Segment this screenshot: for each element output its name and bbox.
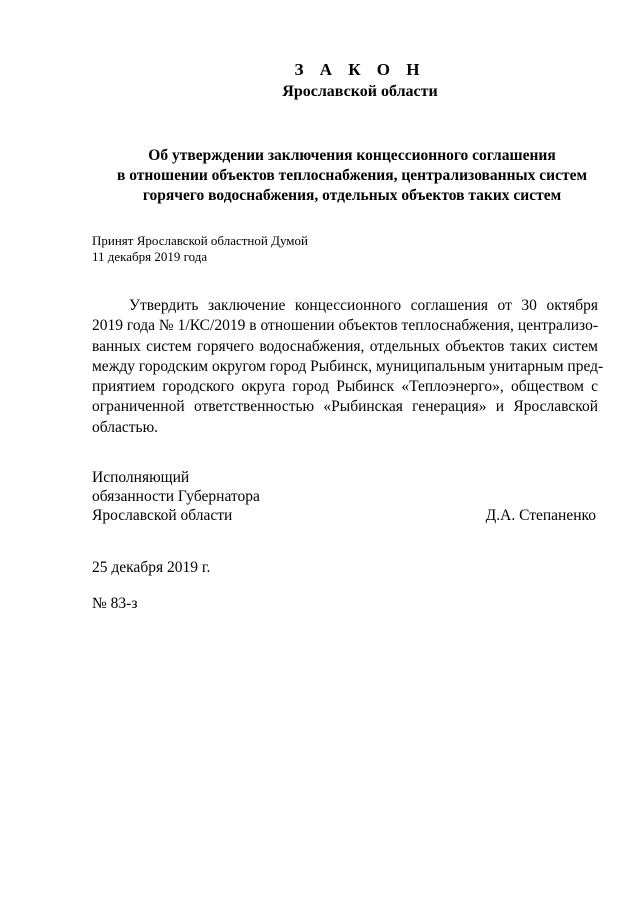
- adoption-body: Принят Ярославской областной Думой: [92, 233, 308, 248]
- body-line: приятием городского округа город Рыбинск «Теплоэнерго», обществом с: [92, 378, 598, 396]
- law-title-line: горячего водоснабжения, отдельных объектов таких систем: [142, 187, 562, 204]
- signing-date: 25 декабря 2019 г.: [92, 559, 211, 576]
- adoption-date: 11 декабря 2019 года: [92, 249, 208, 264]
- signatory-name: Д.А. Степаненко: [485, 507, 596, 524]
- law-body: [92, 296, 604, 438]
- body-line: областью.: [92, 418, 159, 436]
- signatory-title-line: обязанности Губернатора: [92, 488, 260, 505]
- body-line: ограниченной ответственностью «Рыбинская генерация» и Ярославской: [92, 398, 598, 416]
- signatory-title-line: Исполняющий: [92, 469, 190, 486]
- body-line: между городским округом город Рыбинск, муниципальным унитарным пред-: [92, 357, 604, 375]
- law-title-line: в отношении объектов теплоснабжения, централизованных систем: [116, 167, 588, 184]
- region-heading: Ярославской области: [282, 83, 438, 100]
- law-heading: З А К О Н: [294, 60, 426, 79]
- body-line: 2019 года № 1/КС/2019 в отношении объектов теплоснабжения, централизо-: [92, 317, 598, 335]
- signatory-title: [92, 468, 260, 525]
- law-number: № 83-з: [92, 595, 138, 612]
- body-line: Утвердить заключение концессионного соглашения от 30 октября: [129, 297, 598, 314]
- adoption-note: [92, 233, 308, 265]
- signatory-title-line: Ярославской области: [92, 507, 233, 524]
- law-title-line: Об утверждении заключения концессионного соглашения: [148, 147, 556, 164]
- body-line: ванных систем горячего водоснабжения, отдельных объектов таких систем: [92, 337, 598, 355]
- law-title: [92, 146, 612, 206]
